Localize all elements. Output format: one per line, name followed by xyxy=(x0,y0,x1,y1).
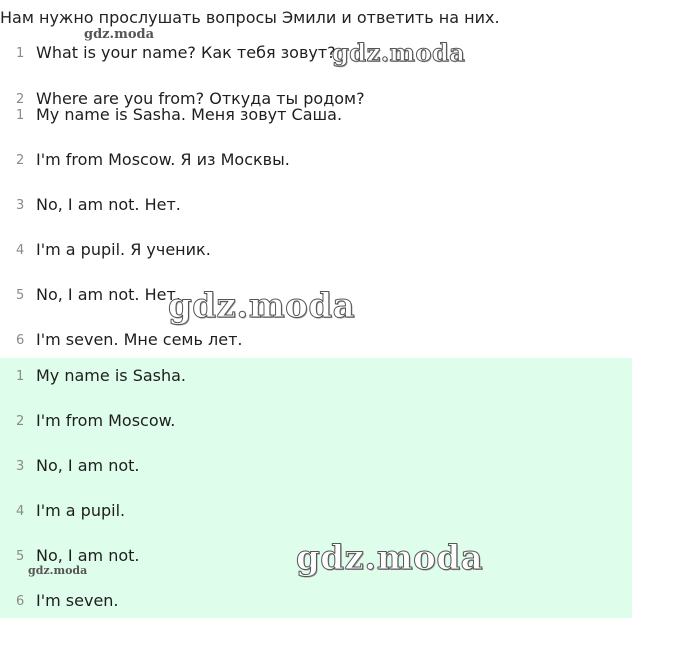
answer-text: My name is Sasha. xyxy=(36,366,187,385)
answer-text: No, I am not. Нет. xyxy=(36,195,181,214)
line-number: 3 xyxy=(16,459,25,474)
line-number: 2 xyxy=(16,153,25,168)
watermark-small: gdz.moda xyxy=(84,27,155,42)
answer-row xyxy=(0,104,632,128)
line-number: 4 xyxy=(16,243,25,258)
task-instruction: Нам нужно прослушать вопросы Эмили и ответить на них. xyxy=(0,8,500,27)
answer-row xyxy=(0,365,632,389)
question-row xyxy=(0,42,632,66)
answer-row xyxy=(0,329,632,353)
answer-text: I'm seven. Мне семь лет. xyxy=(36,330,243,349)
answer-highlight-box xyxy=(0,358,632,618)
answer-text: I'm a pupil. xyxy=(36,501,126,520)
answer-text: I'm from Moscow. Я из Москвы. xyxy=(36,150,290,169)
answer-text: My name is Sasha. Меня зовут Саша. xyxy=(36,105,343,124)
watermark-small: gdz.moda xyxy=(28,564,88,577)
answer-text: No, I am not. xyxy=(36,546,140,565)
answer-row xyxy=(0,284,632,308)
answer-row xyxy=(0,590,632,614)
answer-text: I'm from Moscow. xyxy=(36,411,176,430)
line-number: 2 xyxy=(16,92,25,107)
line-number: 6 xyxy=(16,333,25,348)
line-number: 1 xyxy=(16,369,25,384)
line-number: 4 xyxy=(16,504,25,519)
question-text: What is your name? Как тебя зовут? xyxy=(36,43,336,62)
answer-text: I'm a pupil. Я ученик. xyxy=(36,240,211,259)
question-text: Where are you from? Откуда ты родом? xyxy=(36,89,365,108)
clipped-question-row xyxy=(0,88,632,108)
line-number: 3 xyxy=(16,198,25,213)
answer-row xyxy=(0,149,632,173)
line-number: 1 xyxy=(16,108,25,123)
answer-row xyxy=(0,455,632,479)
answer-text: No, I am not. xyxy=(36,456,140,475)
answer-row xyxy=(0,410,632,434)
watermark-large: gdz.moda xyxy=(296,538,484,578)
answer-text: I'm seven. xyxy=(36,591,119,610)
answer-row xyxy=(0,545,632,569)
line-number: 5 xyxy=(16,549,25,564)
answer-row xyxy=(0,194,632,218)
line-number: 5 xyxy=(16,288,25,303)
watermark-medium: gdz.moda xyxy=(332,38,466,67)
line-number: 2 xyxy=(16,414,25,429)
line-number: 6 xyxy=(16,594,25,609)
watermark-large: gdz.moda xyxy=(168,286,356,326)
line-number: 1 xyxy=(16,46,25,61)
answer-row xyxy=(0,500,632,524)
answer-row xyxy=(0,239,632,263)
answer-text: No, I am not. Нет. xyxy=(36,285,181,304)
